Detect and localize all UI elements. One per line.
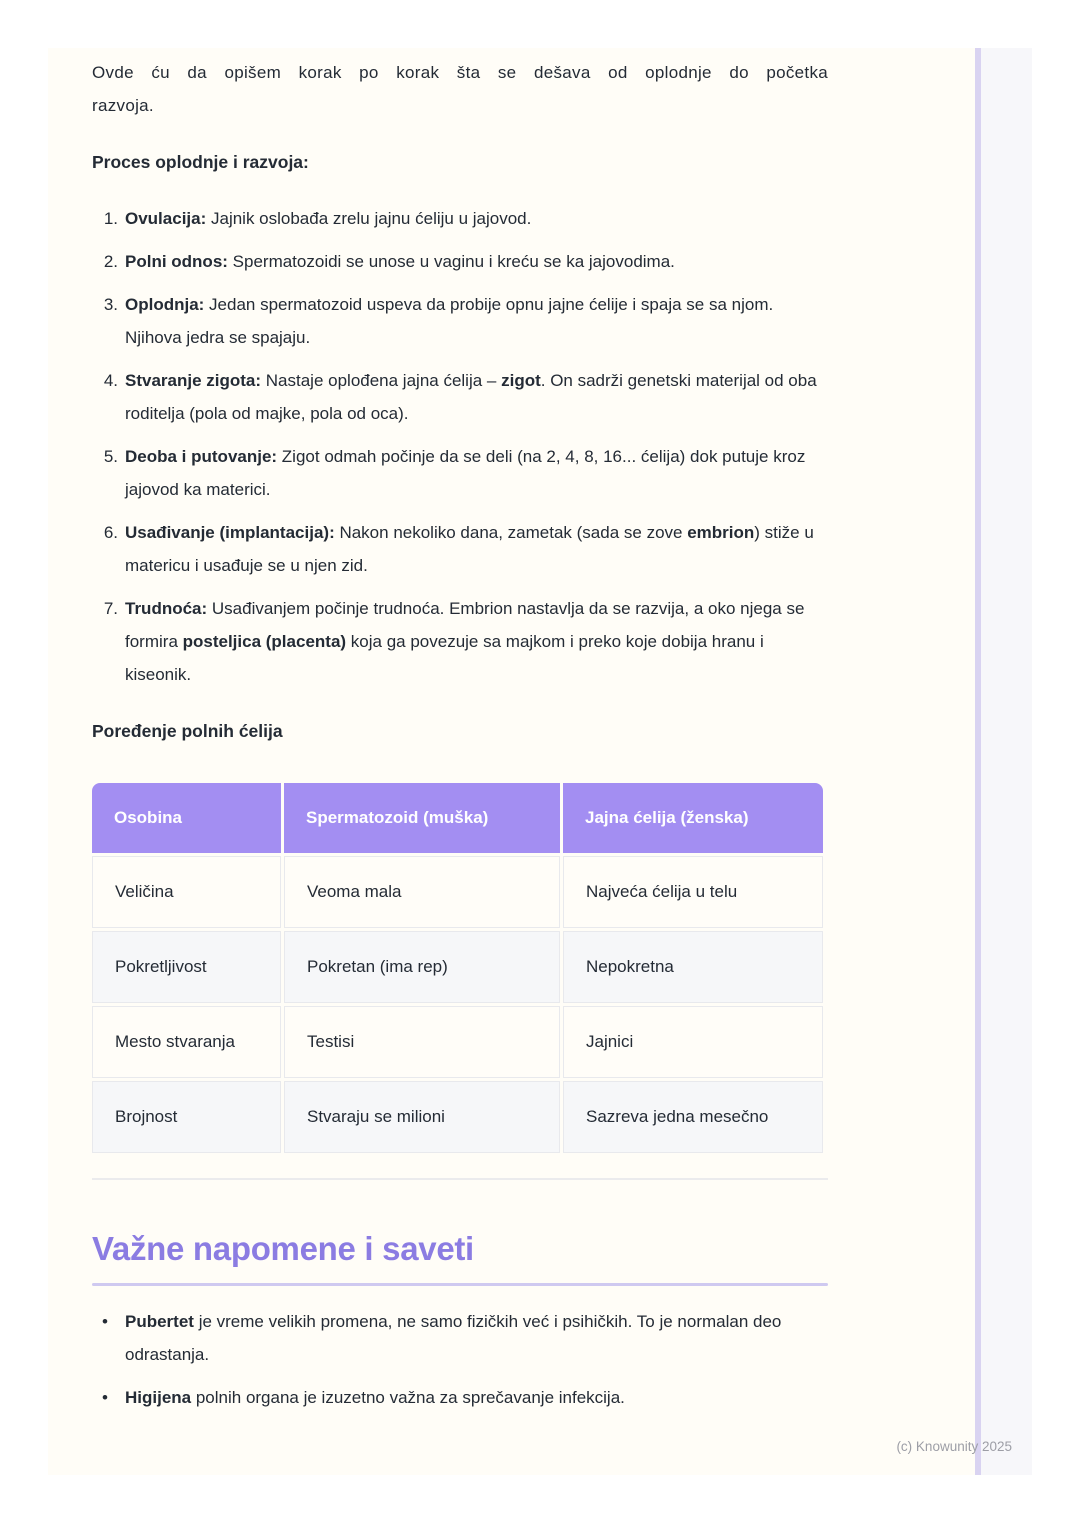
list-number: 2. xyxy=(103,252,118,271)
note-list-item xyxy=(92,1381,828,1414)
text: ) stiže u matericu i usađuje se u njen zid. xyxy=(125,523,814,575)
list-number: 4. xyxy=(103,371,118,390)
process-list-item xyxy=(92,202,828,235)
list-number: 1. xyxy=(103,209,118,228)
table-cell: Pokretan (ima rep) xyxy=(284,931,560,1003)
text: Zigot odmah počinje da se deli (na 2, 4, 8, 16... ćelija) dok putuje kroz jajovod ka materici. xyxy=(125,447,806,499)
comparison-table xyxy=(92,783,823,1153)
list-number: 7. xyxy=(103,599,118,618)
bold-text: Polni odnos: xyxy=(125,252,233,271)
table-cell: Stvaraju se milioni xyxy=(284,1081,560,1153)
table-cell: Nepokretna xyxy=(563,931,823,1003)
intro-paragraph: Ovde ću da opišem korak po korak šta se dešava od oplodnje do početka razvoja. xyxy=(92,63,828,115)
table-cell: Pokretljivost xyxy=(92,931,281,1003)
bold-text: zigot xyxy=(501,371,541,390)
process-list-item xyxy=(92,516,828,582)
process-list-item xyxy=(92,592,828,691)
notes-list xyxy=(92,1305,828,1414)
bold-text: Oplodnja: xyxy=(125,295,210,314)
document-card xyxy=(48,48,975,1475)
text: Nastaje oplođena jajna ćelija – xyxy=(265,371,502,390)
text: Spermatozoidi se unose u vaginu i kreću se ka jajovodima. xyxy=(232,252,675,271)
bullet-icon: • xyxy=(102,1312,108,1331)
horizontal-divider xyxy=(92,1178,828,1180)
table-cell: Veličina xyxy=(92,856,281,928)
text: . On sadrži genetski materijal od oba roditelja (pola od majke, pola od oca). xyxy=(125,371,817,423)
text: polnih organa je izuzetno važna za sprečavanje infekcija. xyxy=(191,1388,625,1407)
bold-text: Pubertet xyxy=(125,1312,194,1331)
text: Jajnik oslobađa zrelu jajnu ćeliju u jajovod. xyxy=(210,209,532,228)
bullet-icon: • xyxy=(102,1388,108,1407)
bold-text: Stvaranje zigota: xyxy=(125,371,266,390)
section-title-process: Proces oplodnje i razvoja: xyxy=(92,152,309,172)
text: Nakon nekoliko dana, zametak (sada se zove xyxy=(339,523,688,542)
text: koja ga povezuje sa majkom i preko koje dobija hranu i kiseonik. xyxy=(125,632,764,684)
process-list xyxy=(92,202,828,691)
table-cell: Testisi xyxy=(284,1006,560,1078)
page-side-gutter xyxy=(981,48,1032,1475)
table-cell: Najveća ćelija u telu xyxy=(563,856,823,928)
table-cell: Jajnici xyxy=(563,1006,823,1078)
page-title: Važne napomene i saveti xyxy=(92,1230,474,1267)
process-list-item xyxy=(92,440,828,506)
table-cell: Mesto stvaranja xyxy=(92,1006,281,1078)
table-cell: Brojnost xyxy=(92,1081,281,1153)
bold-text: Usađivanje (implantacija): xyxy=(125,523,340,542)
bold-text: Trudnoća: xyxy=(125,599,212,618)
bold-text: Deoba i putovanje: xyxy=(125,447,282,466)
process-list-item xyxy=(92,245,828,278)
bold-text: Higijena xyxy=(125,1388,192,1407)
list-number: 5. xyxy=(103,447,118,466)
title-underline xyxy=(92,1283,828,1286)
table-cell: Veoma mala xyxy=(284,856,560,928)
table-cell: Sazreva jedna mesečno xyxy=(563,1081,823,1153)
bold-text: posteljica (placenta) xyxy=(182,632,347,651)
text: Usađivanjem počinje trudnoća. Embrion nastavlja da se razvija, a oko njega se formira xyxy=(125,599,805,651)
process-list-item xyxy=(92,288,828,354)
note-list-item xyxy=(92,1305,828,1371)
table-header-jajna-celija: Jajna ćelija (ženska) xyxy=(563,783,823,853)
bold-text: embrion xyxy=(687,523,755,542)
document-content xyxy=(48,48,975,1414)
copyright-footer: (c) Knowunity 2025 xyxy=(896,1439,1012,1454)
table-header-osobina: Osobina xyxy=(92,783,281,853)
list-number: 6. xyxy=(103,523,118,542)
text: Jedan spermatozoid uspeva da probije opnu jajne ćelije i spaja se sa njom. Njihova jedra se spajaju. xyxy=(125,295,774,347)
text: je vreme velikih promena, ne samo fizičkih već i psihičkih. To je normalan deo odrastanja. xyxy=(125,1312,782,1364)
bold-text: Ovulacija: xyxy=(125,209,211,228)
section-title-comparison: Poređenje polnih ćelija xyxy=(92,721,283,741)
process-list-item xyxy=(92,364,828,430)
table-header-spermatozoid: Spermatozoid (muška) xyxy=(284,783,560,853)
list-number: 3. xyxy=(103,295,118,314)
